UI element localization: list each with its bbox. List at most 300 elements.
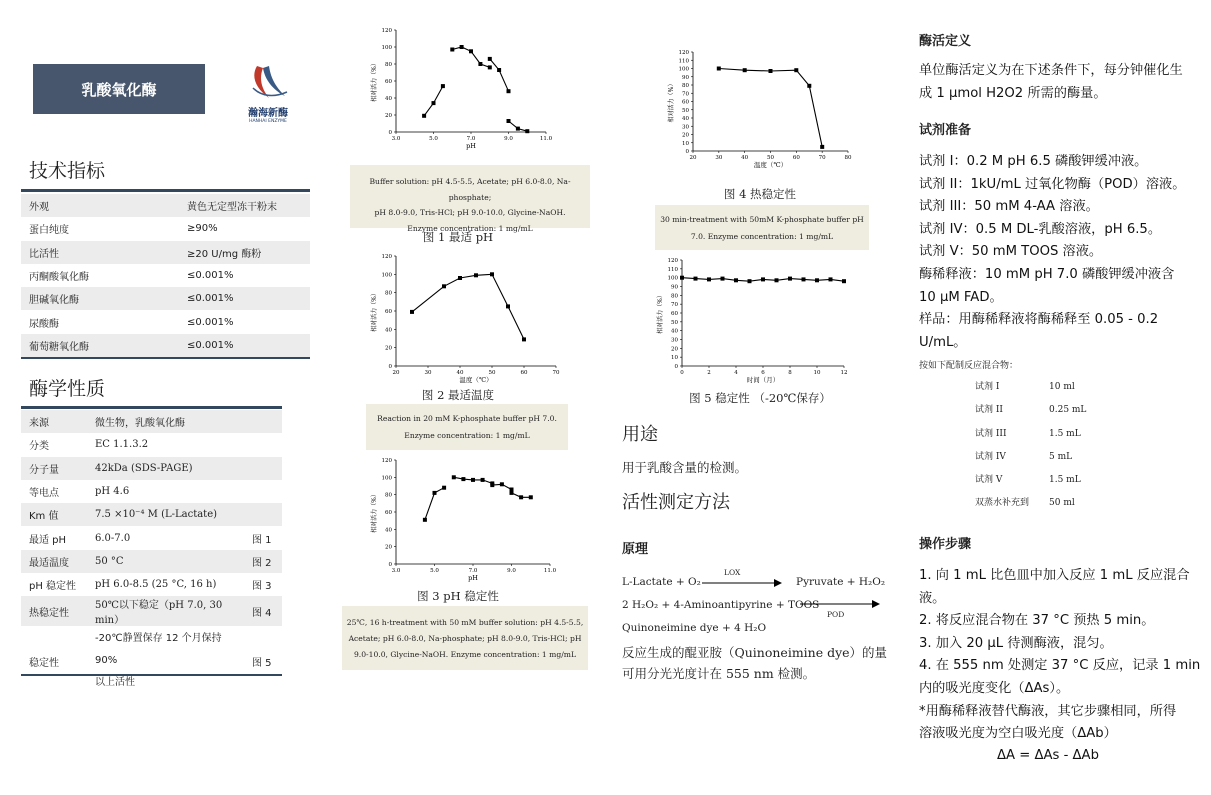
mix-row: [975, 446, 1086, 469]
y-tick-label: 30: [682, 124, 689, 131]
x-tick-label: 80: [844, 155, 852, 161]
x-tick-label: 11.0: [539, 136, 553, 142]
equation2-right: Quinoneimine dye + 4 H₂O: [622, 622, 767, 634]
data-point: [815, 278, 819, 282]
data-point: [461, 477, 465, 481]
y-tick-label: 50: [682, 107, 689, 114]
data-point: [488, 65, 492, 69]
data-point: [442, 284, 446, 288]
data-point: [474, 273, 478, 277]
equation1-right: Pyruvate + H₂O₂: [796, 576, 886, 588]
mix-row: [975, 423, 1086, 446]
y-tick-label: 20: [671, 346, 678, 353]
data-point: [775, 278, 779, 282]
x-tick-label: 7.0: [466, 136, 476, 142]
data-point: [442, 486, 446, 490]
data-point: [432, 101, 436, 105]
x-tick-label: 4: [734, 370, 738, 376]
prop-label: 等电点: [29, 488, 59, 500]
y-tick-label: 100: [381, 272, 392, 279]
y-tick-label: 70: [671, 302, 678, 309]
enzyme-prop-row: [21, 526, 282, 549]
y-tick-label: 20: [682, 132, 689, 139]
y-tick-label: 80: [385, 290, 392, 297]
mix-volume: 1.5 mL: [1049, 428, 1081, 439]
y-axis-label: 相对活力（%）: [371, 290, 378, 332]
prop-figure-ref: 图 1: [252, 534, 272, 546]
y-tick-label: 100: [381, 45, 392, 51]
mix-reagent: 试剂 IV: [975, 451, 1006, 462]
enzyme-props-heading: 酶学性质: [29, 378, 106, 400]
x-tick-label: 9.0: [504, 136, 513, 142]
x-tick-label: 50: [767, 155, 774, 161]
tech-specs-heading: 技术指标: [29, 160, 106, 182]
fig4-buffer-line2: 7.0. Enzyme concentration: 1 mg/mL: [690, 232, 834, 241]
prop-label: pH 稳定性: [29, 581, 77, 593]
mix-reagent: 试剂 I: [975, 382, 1000, 392]
principle-desc-line2: 可用分光光度计在 555 nm 检测。: [622, 666, 816, 681]
prop-value: 微生物，乳酸氧化酶: [87, 410, 244, 433]
x-tick-label: 5.0: [430, 568, 439, 574]
y-tick-label: 20: [385, 113, 392, 119]
data-point: [820, 145, 824, 149]
fig1-buffer-note: [350, 165, 590, 233]
x-tick-label: 40: [456, 370, 464, 376]
y-tick-label: 80: [682, 83, 689, 89]
prop-label: 热稳定性: [21, 596, 87, 626]
mix-volume: 5 mL: [1049, 451, 1073, 462]
y-tick-label: 40: [385, 96, 392, 102]
brand-subtitle: HANHAI ENZYME: [249, 119, 287, 124]
brand-logo: [243, 62, 293, 124]
prop-label: 稳定性: [29, 657, 59, 669]
definition-line2: 成 1 μmol H2O2 所需的酶量。: [919, 85, 1107, 101]
spec-label: 外观: [21, 194, 179, 217]
prop-value: 50℃以下稳定（pH 7.0, 30 min）: [87, 596, 244, 626]
equation1-enzyme: LOX: [724, 568, 741, 577]
x-tick-label: 70: [818, 155, 826, 161]
y-tick-label: 10: [671, 355, 678, 362]
y-tick-label: 0: [388, 130, 392, 136]
mix-volume: 1.5 mL: [1049, 475, 1081, 486]
fig2-buffer-note: [366, 404, 568, 450]
definition-line1: 单位酶活定义为在下述条件下，每分钟催化生: [919, 63, 1183, 78]
data-point: [506, 304, 510, 308]
equation2-left: 2 H₂O₂ + 4-Aminoantipyrine + TOOS: [622, 599, 820, 611]
tech-spec-row: [21, 194, 310, 217]
tech-spec-row: [21, 217, 310, 240]
formula: ΔA = ΔAs - ΔAb: [997, 748, 1099, 763]
data-point: [761, 277, 765, 281]
enzyme-props-table: [21, 410, 282, 696]
spec-value: 黄色无定型冻干粉末: [179, 194, 310, 217]
fig1-buffer-line1: Buffer solution: pH 4.5-5.5, Acetate; pH 6.0-8.0, Na-phosphate;: [369, 177, 571, 202]
x-tick-label: 7.0: [468, 568, 478, 574]
data-point: [525, 129, 529, 133]
reagent-line: 10 μM FAD。: [919, 289, 1003, 305]
tech-spec-row: [21, 241, 310, 264]
tech-specs-table: [21, 194, 310, 357]
data-point: [452, 475, 456, 479]
fig3-caption: 图 3 pH 稳定性: [417, 589, 499, 603]
data-point: [529, 495, 533, 499]
procedure-line: 液。: [919, 590, 946, 606]
data-point: [507, 119, 511, 123]
prop-label: Km 值: [21, 503, 87, 526]
series-line: [719, 69, 822, 147]
reagent-line: 酶稀释液：10 mM pH 7.0 磷酸钾缓冲液含: [919, 266, 1175, 282]
tech-spec-row: [21, 264, 310, 287]
spec-value: ≤0.001%: [179, 334, 310, 357]
mix-volume: 50 ml: [1049, 498, 1075, 509]
principle-desc-line1: 反应生成的醌亚胺（Quinoneimine dye）的量: [622, 645, 888, 660]
x-tick-label: 12: [840, 370, 848, 376]
enzyme-prop-row: [21, 457, 282, 480]
data-point: [802, 277, 806, 281]
data-point: [707, 277, 711, 281]
y-tick-label: 50: [671, 319, 678, 326]
prop-value: 6.0-7.0: [95, 532, 131, 544]
prop-label: 来源: [21, 410, 87, 433]
tech-spec-row: [21, 334, 310, 357]
data-point: [829, 277, 833, 281]
data-point: [769, 69, 773, 73]
x-tick-label: 3.0: [391, 568, 401, 574]
data-point: [680, 276, 684, 280]
prop-figure-ref: 图 3: [252, 581, 272, 593]
data-point: [488, 57, 492, 61]
reagent-line: 试剂 II：1kU/mL 过氧化物酶（POD）溶液。: [919, 176, 1186, 192]
y-tick-label: 0: [674, 364, 678, 370]
procedure-line: 内的吸光度变化（ΔAs）。: [919, 680, 1070, 696]
y-tick-label: 80: [671, 293, 678, 300]
data-point: [490, 483, 494, 487]
data-point: [478, 62, 482, 66]
y-tick-label: 0: [388, 364, 392, 370]
fig3-buffer-line1: 25℃, 16 h-treatment with 50 mM buffer solution: pH 4.5-5.5,: [346, 618, 584, 627]
brand-name: 瀚海新酶: [248, 108, 288, 119]
fig2-buffer-line2: Enzyme concentration: 1 mg/mL: [404, 431, 530, 440]
data-point: [450, 48, 454, 52]
fig3-buffer-note: [342, 606, 588, 670]
x-axis-label: 时间（月）: [746, 376, 780, 384]
fig3-buffer-line2: Acetate; pH 6.0-8.0, Na-phosphate; pH 8.0-9.0, Tris-HCl; pH: [348, 634, 582, 643]
usage-heading: 用途: [622, 424, 658, 445]
reagent-line: 样品：用酶稀释液将酶稀释至 0.05 - 0.2: [919, 312, 1159, 328]
mix-note: 按如下配制反应混合物：: [919, 361, 1019, 371]
y-axis-label: 相对活力（%）: [657, 292, 664, 334]
reagent-line: 试剂 III：50 mM 4-AA 溶液。: [919, 199, 1099, 215]
enzyme-prop-row: [21, 573, 282, 596]
mix-volume: 0.25 mL: [1049, 405, 1087, 416]
x-tick-label: 3.0: [391, 136, 401, 142]
equation1-left: L-Lactate + O₂: [622, 576, 701, 588]
fig4-buffer-line1: 30 min-treatment with 50mM K-phosphate buffer pH: [660, 215, 864, 224]
y-tick-label: 100: [678, 66, 689, 73]
enzyme-prop-row: [21, 433, 282, 456]
y-tick-label: 100: [381, 475, 392, 482]
reagent-list: [919, 151, 1185, 354]
prop-value: pH 6.0-8.5 (25 °C, 16 h): [95, 579, 217, 591]
spec-label: 蛋白纯度: [29, 225, 69, 237]
method-heading: 活性测定方法: [622, 492, 730, 513]
fig5-caption: 图 5 稳定性 （-20℃保存）: [689, 391, 831, 405]
prop-value: 7.5 ×10⁻⁴ M (L-Lactate): [87, 503, 244, 526]
y-tick-label: 60: [385, 510, 392, 516]
chart-ph-stability: [362, 452, 562, 586]
chart-storage-stability: [654, 254, 854, 388]
x-axis-label: 温度（℃）: [459, 376, 493, 384]
spec-label: 丙酮酸氧化酶: [29, 272, 89, 284]
chart-optimal-temperature: [366, 250, 566, 386]
data-point: [510, 491, 514, 495]
data-point: [481, 478, 485, 482]
x-tick-label: 60: [520, 370, 528, 376]
enzyme-prop-row: [21, 410, 282, 433]
data-point: [794, 68, 798, 72]
data-point: [522, 337, 526, 341]
x-tick-label: 40: [741, 155, 749, 161]
prop-figure-ref: 图 2: [244, 550, 282, 573]
data-point: [788, 277, 792, 281]
data-point: [717, 67, 721, 71]
y-tick-label: 0: [388, 562, 392, 568]
x-tick-label: 50: [488, 370, 496, 376]
product-title-banner: [33, 64, 205, 114]
x-tick-label: 10: [813, 370, 821, 376]
principle-heading: 原理: [622, 542, 649, 557]
tech-spec-row: [21, 310, 310, 333]
data-point: [500, 482, 504, 486]
x-tick-label: 9.0: [507, 568, 516, 574]
data-point: [743, 68, 747, 72]
equation1-arrow: [702, 578, 782, 588]
mix-table: [975, 376, 1086, 516]
y-tick-label: 100: [667, 275, 678, 282]
x-tick-label: 30: [715, 155, 723, 161]
spec-value: ≥20 U/mg 酶粉: [179, 241, 310, 264]
x-tick-label: 20: [689, 155, 697, 161]
tech-specs-top-rule: [21, 189, 310, 192]
y-tick-label: 120: [667, 258, 678, 264]
fig2-caption: 图 2 最适温度: [421, 388, 495, 402]
y-tick-label: 80: [385, 62, 392, 68]
definition-text: [919, 60, 1183, 105]
data-point: [458, 276, 462, 280]
y-tick-label: 40: [385, 527, 392, 534]
mix-reagent: 试剂 III: [975, 428, 1007, 439]
x-tick-label: 20: [392, 370, 400, 376]
enzyme-prop-row: [21, 480, 282, 503]
data-point: [694, 277, 698, 281]
enzyme-prop-row: [21, 626, 282, 696]
prop-label: 分子量: [21, 457, 87, 480]
enzyme-props-top-rule: [21, 406, 282, 409]
enzyme-prop-row: [21, 596, 282, 626]
data-point: [441, 84, 445, 88]
spec-label: 葡萄糖氧化酶: [21, 334, 179, 357]
x-tick-label: 11.0: [543, 568, 557, 574]
fig1-caption: 图 1 最适 pH: [422, 230, 494, 244]
prop-label: 最适温度: [21, 550, 87, 573]
y-tick-label: 60: [385, 309, 392, 315]
equation2-arrow: [800, 599, 880, 609]
spec-value: ≤0.001%: [187, 270, 234, 282]
mix-reagent: 双蒸水补充到: [975, 498, 1030, 509]
y-axis-label: 相对活力（%）: [371, 60, 378, 102]
spec-value: ≤0.001%: [187, 316, 234, 328]
reagent-line: 试剂 IV：0.5 M DL-乳酸溶液，pH 6.5。: [919, 221, 1162, 237]
prop-value: [87, 626, 244, 696]
y-tick-label: 60: [682, 99, 689, 106]
data-point: [721, 277, 725, 281]
fig4-buffer-note: [655, 205, 869, 250]
data-point: [497, 68, 501, 72]
y-axis-label: 相对活力（%）: [668, 80, 675, 123]
chart-thermal-stability: [660, 44, 860, 176]
spec-value: ≤0.001%: [179, 287, 310, 310]
prop-value-line2: 以上活性: [95, 677, 135, 689]
prop-figure-ref: [244, 433, 282, 456]
data-point: [734, 278, 738, 282]
y-tick-label: 30: [671, 337, 678, 344]
principle-description: [622, 642, 887, 684]
data-point: [422, 114, 426, 118]
fig3-buffer-line3: 9.0-10.0, Glycine-NaOH. Enzyme concentration: 1 mg/mL: [353, 650, 577, 659]
mix-row: [975, 492, 1086, 515]
usage-text: 用于乳酸含量的检测。: [622, 460, 748, 475]
data-point: [433, 491, 437, 495]
y-tick-label: 120: [381, 28, 392, 34]
y-tick-label: 10: [682, 140, 689, 147]
prop-figure-ref: 图 4: [244, 596, 282, 626]
y-tick-label: 70: [682, 91, 689, 98]
prop-value: 50 °C: [87, 550, 244, 573]
y-axis-label: 相对活力（%）: [371, 491, 378, 533]
mix-reagent: 试剂 II: [975, 405, 1003, 416]
x-tick-label: 2: [707, 370, 711, 376]
y-tick-label: 90: [682, 74, 689, 81]
tech-spec-row: [21, 287, 310, 310]
data-point: [516, 127, 520, 131]
data-point: [748, 279, 752, 283]
procedure-line: 2. 将反应混合物在 37 °C 预热 5 min。: [919, 613, 1155, 629]
mix-volume: 10 ml: [1049, 382, 1075, 392]
reagents-heading: 试剂准备: [919, 123, 972, 138]
x-axis-label: 温度（℃）: [753, 161, 788, 169]
data-point: [460, 45, 464, 49]
prop-figure-ref: [244, 410, 282, 433]
reagent-line: U/mL。: [919, 334, 967, 350]
series-line: [424, 86, 443, 116]
enzyme-props-bottom-rule: [21, 674, 282, 676]
spec-value: ≥90%: [187, 223, 218, 235]
fig2-buffer-line1: Reaction in 20 mM K-phosphate buffer pH 7.0.: [377, 414, 557, 423]
x-tick-label: 0: [680, 370, 684, 376]
enzyme-prop-row: [21, 550, 282, 573]
y-tick-label: 20: [385, 345, 392, 352]
data-point: [510, 488, 514, 492]
mix-row: [975, 399, 1086, 422]
procedure-line: 1. 向 1 mL 比色皿中加入反应 1 mL 反应混合: [919, 568, 1190, 583]
reagent-line: 试剂 V：50 mM TOOS 溶液。: [919, 244, 1103, 260]
spec-label: 胆碱氧化酶: [21, 287, 179, 310]
prop-value-line1: -20℃静置保存 12 个月保持 90%: [95, 633, 222, 667]
y-tick-label: 120: [381, 458, 392, 464]
procedure-line: 3. 加入 20 μL 待测酶液，混匀。: [919, 635, 1113, 651]
x-axis-label: pH: [468, 574, 478, 582]
y-tick-label: 80: [385, 492, 392, 499]
y-tick-label: 60: [671, 311, 678, 317]
fig4-caption: 图 4 热稳定性: [723, 187, 797, 201]
procedure-line: *用酶稀释液替代酶液，其它步骤相同，所得: [919, 703, 1177, 719]
prop-figure-ref: [244, 457, 282, 480]
y-tick-label: 60: [385, 79, 392, 85]
x-tick-label: 8: [788, 370, 792, 376]
mix-reagent: 试剂 V: [975, 475, 1003, 486]
series-line: [490, 59, 509, 91]
data-point: [842, 279, 846, 283]
equation2-enzyme: POD: [827, 610, 845, 619]
data-point: [423, 518, 427, 522]
prop-value: pH 4.6: [95, 486, 130, 498]
prop-label: 最适 pH: [29, 534, 67, 546]
spec-label: 尿酸酶: [29, 318, 59, 330]
data-point: [410, 310, 414, 314]
x-tick-label: 70: [552, 370, 560, 376]
y-tick-label: 40: [385, 327, 392, 334]
x-tick-label: 30: [424, 370, 432, 376]
y-tick-label: 110: [678, 58, 689, 65]
logo-icon: [243, 62, 293, 104]
procedure-line: 溶液吸光度为空白吸光度（ΔAb）: [919, 726, 1117, 742]
x-tick-label: 5.0: [429, 136, 438, 142]
data-point: [469, 49, 473, 53]
procedure-line: 4. 在 555 nm 处测定 37 °C 反应，记录 1 min: [919, 658, 1201, 674]
fig1-buffer-line3: Enzyme concentration: 1 mg/mL: [407, 223, 533, 233]
procedure-heading: 操作步骤: [919, 537, 972, 552]
prop-label: 分类: [29, 441, 49, 453]
product-title: 乳酸氧化酶: [81, 80, 157, 99]
definition-heading: 酶活定义: [919, 34, 972, 49]
data-point: [471, 478, 475, 482]
y-tick-label: 0: [685, 149, 689, 155]
y-tick-label: 40: [682, 116, 689, 122]
chart-optimal-ph: [360, 22, 560, 154]
y-tick-label: 110: [667, 266, 678, 273]
mix-row: [975, 376, 1086, 399]
x-tick-label: 6: [761, 370, 765, 376]
prop-figure-ref: 图 5: [252, 657, 272, 669]
y-tick-label: 90: [671, 284, 678, 291]
prop-value: EC 1.1.3.2: [95, 439, 149, 451]
data-point: [507, 89, 511, 93]
mix-row: [975, 469, 1086, 492]
spec-label: 比活性: [21, 241, 179, 264]
data-point: [490, 272, 494, 276]
y-tick-label: 20: [385, 544, 392, 551]
y-tick-label: 120: [381, 254, 392, 260]
tech-specs-bottom-rule: [21, 357, 310, 359]
data-point: [807, 84, 811, 88]
enzyme-prop-row: [21, 503, 282, 526]
prop-value: 42kDa (SDS-PAGE): [87, 457, 244, 480]
reagent-line: 试剂 I：0.2 M pH 6.5 磷酸钾缓冲液。: [919, 154, 1148, 169]
x-axis-label: pH: [466, 142, 476, 150]
y-tick-label: 120: [678, 50, 689, 56]
x-tick-label: 60: [792, 155, 800, 161]
procedure-list: [919, 565, 1200, 746]
